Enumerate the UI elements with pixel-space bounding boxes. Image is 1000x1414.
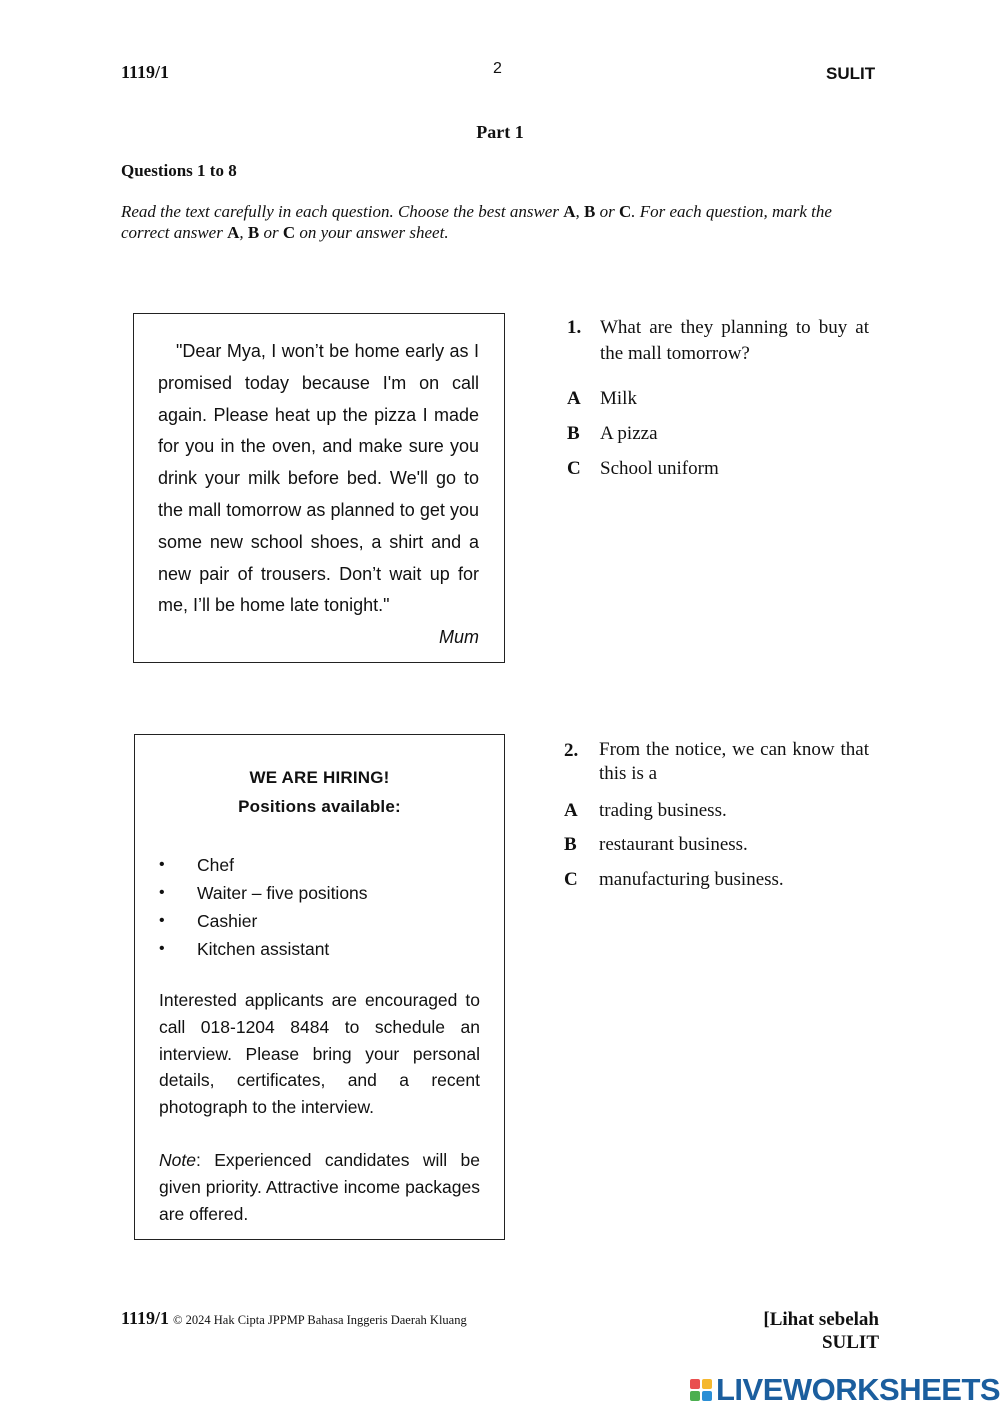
logo-tile: [702, 1391, 712, 1401]
logo-tile: [702, 1379, 712, 1389]
questions-range: Questions 1 to 8: [121, 161, 237, 180]
option-text: restaurant business.: [599, 834, 748, 855]
message-text: "Dear Mya, I won’t be home early as I promised today because I'm on call again. Please heat up the pizza I made for you in the oven, and make sure you drink your milk before bed. We'll go to the mall tomorrow as planned to get you some new school shoes, a shirt and a new pair of trousers. Don’t wait up for me, I’ll be home late tonight.": [158, 341, 479, 616]
notice-body: Interested applicants are encouraged to call 018-1204 8484 to schedule an interview. Please bring your personal details, certificates, and a recent photograph to the interview.: [159, 990, 480, 1118]
option-text: manufacturing business.: [599, 869, 784, 890]
question-stem: What are they planning to buy at the mall tomorrow?: [600, 317, 869, 364]
list-item: • Kitchen assistant: [159, 935, 480, 963]
brand-text: LIVEWORKSHEETS: [716, 1372, 1000, 1407]
option-letter: A: [564, 800, 578, 821]
option-letter: C: [567, 458, 581, 479]
logo-tile: [690, 1379, 700, 1389]
positions-list: [159, 851, 480, 963]
option-text: Milk: [600, 388, 637, 409]
notice-heading: WE ARE HIRING!: [249, 768, 390, 787]
bullet-icon: •: [159, 884, 165, 901]
instructions: Read the text carefully in each question. Choose the best answer A, B or C. For each question, mark the correct answer A, B or C on your answer sheet.: [121, 202, 832, 242]
option-letter: A: [567, 388, 581, 409]
option-text: A pizza: [600, 423, 658, 444]
footer-code: 1119/1 © 2024 Hak Cipta JPPMP Bahasa Inggeris Daerah Kluang: [121, 1308, 467, 1328]
option-text: School uniform: [600, 458, 719, 479]
logo-tile: [690, 1391, 700, 1401]
list-item: • Waiter – five positions: [159, 879, 480, 907]
option-letter: B: [564, 834, 577, 855]
copyright-text: © 2024 Hak Cipta JPPMP Bahasa Inggeris Daerah Kluang: [173, 1313, 467, 1327]
list-item: • Cashier: [159, 907, 480, 935]
question-stem: From the notice, we can know that this is a: [599, 739, 869, 784]
notice-subheading: Positions available:: [238, 797, 401, 816]
bullet-icon: •: [159, 856, 165, 873]
classification-label: SULIT: [826, 64, 876, 83]
bullet-icon: •: [159, 940, 165, 957]
liveworksheets-brand[interactable]: [690, 1373, 1000, 1407]
option-letter: C: [564, 869, 578, 890]
question-number: 2.: [564, 740, 579, 761]
page-number: 2: [493, 60, 502, 77]
message-signature: Mum: [439, 627, 479, 648]
part-title: Part 1: [476, 122, 524, 142]
option-letter: B: [567, 423, 580, 444]
turn-over-label: [Lihat sebelah: [763, 1309, 879, 1330]
notice-note: Note: Experienced candidates will be given priority. Attractive income packages are offered.: [159, 1149, 480, 1224]
liveworksheets-logo-icon: [690, 1379, 712, 1401]
paper-code: 1119/1: [121, 62, 170, 82]
footer-right: [700, 1308, 879, 1354]
footer-classification: SULIT: [821, 1332, 879, 1353]
option-text: trading business.: [599, 800, 727, 821]
question-number: 1.: [567, 317, 582, 338]
bullet-icon: •: [159, 912, 165, 929]
hiring-notice: [134, 734, 505, 1240]
list-item: • Chef: [159, 851, 480, 879]
message-box: [133, 313, 505, 663]
